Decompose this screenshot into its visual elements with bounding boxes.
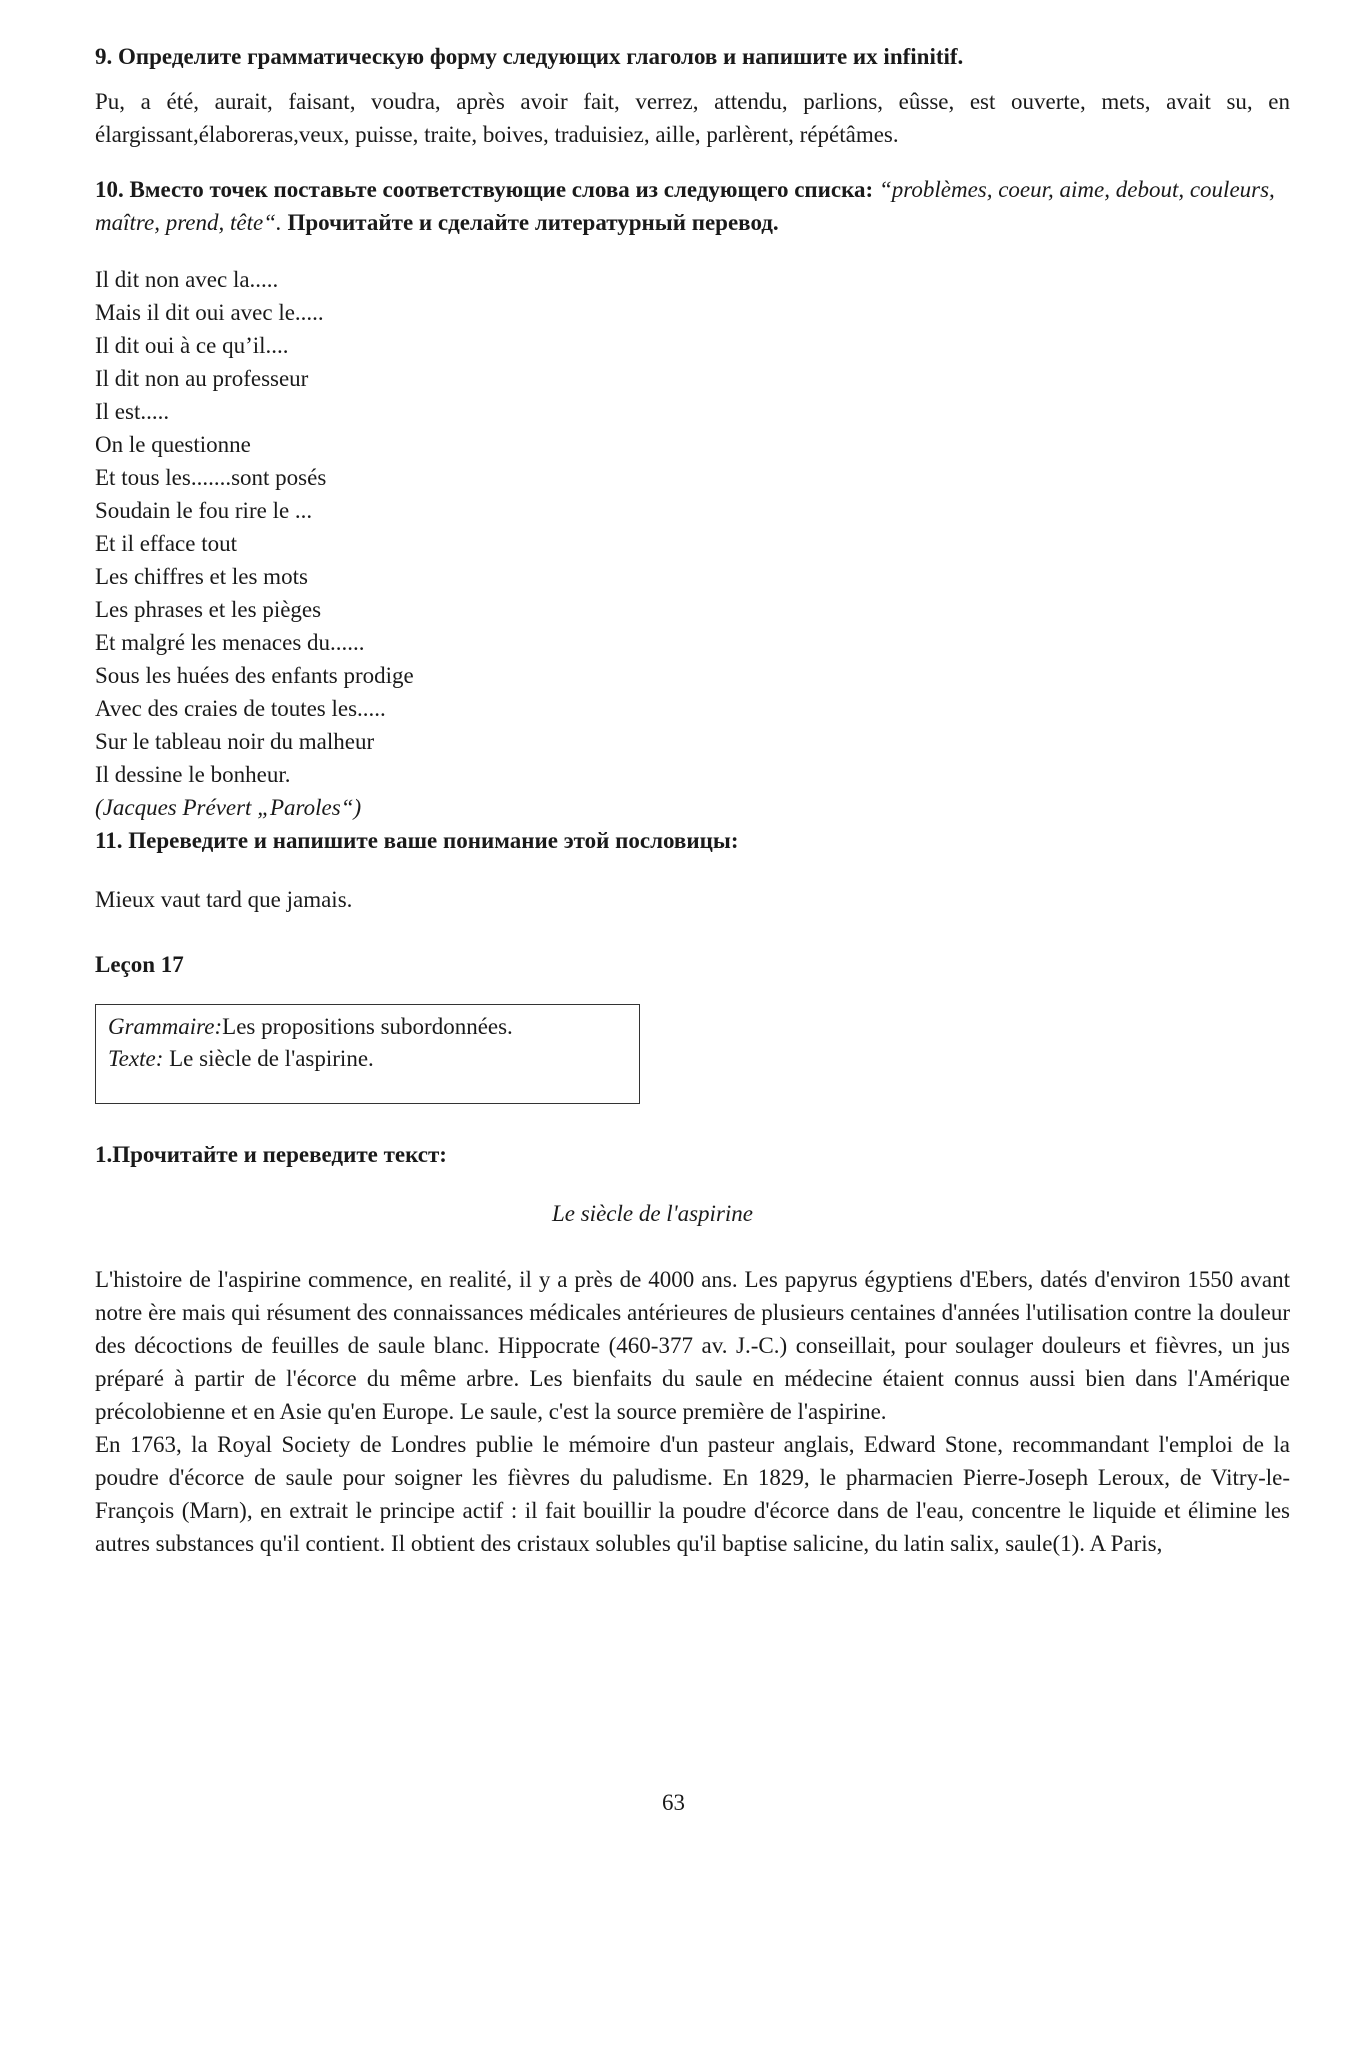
exercise-9-text: Pu, a été, aurait, faisant, voudra, après avoir fait, verrez, attendu, parlions, eûsse, est ouverte, mets, avait su, en élargissant,élaboreras,veux, puisse, traite, boives, traduisiez, aille, parlèrent, répétâmes. (95, 89, 1290, 147)
grammaire-value: Les propositions subordonnées. (222, 1014, 513, 1039)
poem (95, 263, 1290, 824)
exercise-11-heading: 11. Переведите и напишите ваше понимание этой пословицы: (95, 828, 739, 853)
poem-line: Les phrases et les pièges (95, 597, 322, 622)
poem-line: Soudain le fou rire le ... (95, 498, 313, 523)
text-paragraph: En 1763, la Royal Society de Londres publie le mémoire d'un pasteur anglais, Edward Stone, recommandant l'emploi de la poudre d'écorce de saule pour soigner les fièvres du paludisme. En 1829, le pharmacien Pierre-Joseph Leroux, de Vitry-le-François (Marn), en extrait le principe actif : il fait bouillir la poudre d'écorce dans de l'eau, concentre le liquide et élimine les autres substances qu'il contient. Il obtient des cristaux solubles qu'il baptise salicine, du latin salix, saule(1). A Paris, (95, 1432, 1290, 1556)
texte-value: Le siècle de l'aspirine. (169, 1046, 374, 1071)
poem-line: Il dit non au professeur (95, 366, 309, 391)
poem-line: Mais il dit oui avec le..... (95, 300, 324, 325)
exercise-10-word-list: “problèmes, coeur, aime, debout, couleurs, maître, prend, tête“. (95, 177, 1275, 235)
poem-line: Il dessine le bonheur. (95, 762, 291, 787)
poem-line: Il dit non avec la..... (95, 267, 279, 292)
poem-line: Sous les huées des enfants prodige (95, 663, 414, 688)
lesson-title: Leçon 17 (95, 952, 184, 977)
grammaire-label: Grammaire: (108, 1014, 223, 1039)
poem-line: Avec des craies de toutes les..... (95, 696, 386, 721)
poem-line: Il est..... (95, 399, 170, 424)
grammaire-line (108, 1011, 627, 1043)
page-content (95, 40, 1290, 1560)
poem-attribution: (Jacques Prévert „Paroles“) (95, 795, 362, 820)
poem-line: Et tous les.......sont posés (95, 465, 327, 490)
poem-line: Et il efface tout (95, 531, 237, 556)
poem-line: On le questionne (95, 432, 251, 457)
text-paragraph: L'histoire de l'aspirine commence, en realité, il y a près de 4000 ans. Les papyrus égyptiens d'Ebers, datés d'environ 1550 avant notre ère mais qui résument des connaissances médicales antérieures de plusieurs centaines d'années l'utilisation contre la douleur des décoctions de feuilles de saule blanc. Hippocrate (460-377 av. J.-C.) conseillait, pour soulager douleurs et fièvres, un jus préparé à partir de l'écorce du même arbre. Les bienfaits du saule en médecine étaient connus aussi bien dans l'Amérique précolobienne et en Asie qu'en Europe. Le saule, c'est la source première de l'aspirine. (95, 1267, 1290, 1424)
texte-line (108, 1043, 627, 1075)
lesson-summary-box (95, 1004, 640, 1104)
exercise-9-heading: 9. Определите грамматическую форму следующих глаголов и напишите их infinitif. (95, 44, 964, 69)
page-number: 63 (662, 1790, 685, 1815)
proverb: Mieux vaut tard que jamais. (95, 887, 353, 912)
poem-line: Les chiffres et les mots (95, 564, 308, 589)
exercise-10-heading (95, 173, 1290, 239)
exercise-1-heading: 1.Прочитайте и переведите текст: (95, 1142, 447, 1167)
poem-line: Et malgré les menaces du...... (95, 630, 365, 655)
poem-line: Il dit oui à ce qu’il.... (95, 333, 289, 358)
texte-label: Texte: (108, 1046, 164, 1071)
text-title: Le siècle de l'aspirine (551, 1201, 753, 1226)
poem-line: Sur le tableau noir du malheur (95, 729, 375, 754)
exercise-10-heading-b: Прочитайте и сделайте литературный перевод. (287, 210, 779, 235)
exercise-10-heading-a: 10. Вместо точек поставьте соответствующие слова из следующего списка: (95, 177, 874, 202)
